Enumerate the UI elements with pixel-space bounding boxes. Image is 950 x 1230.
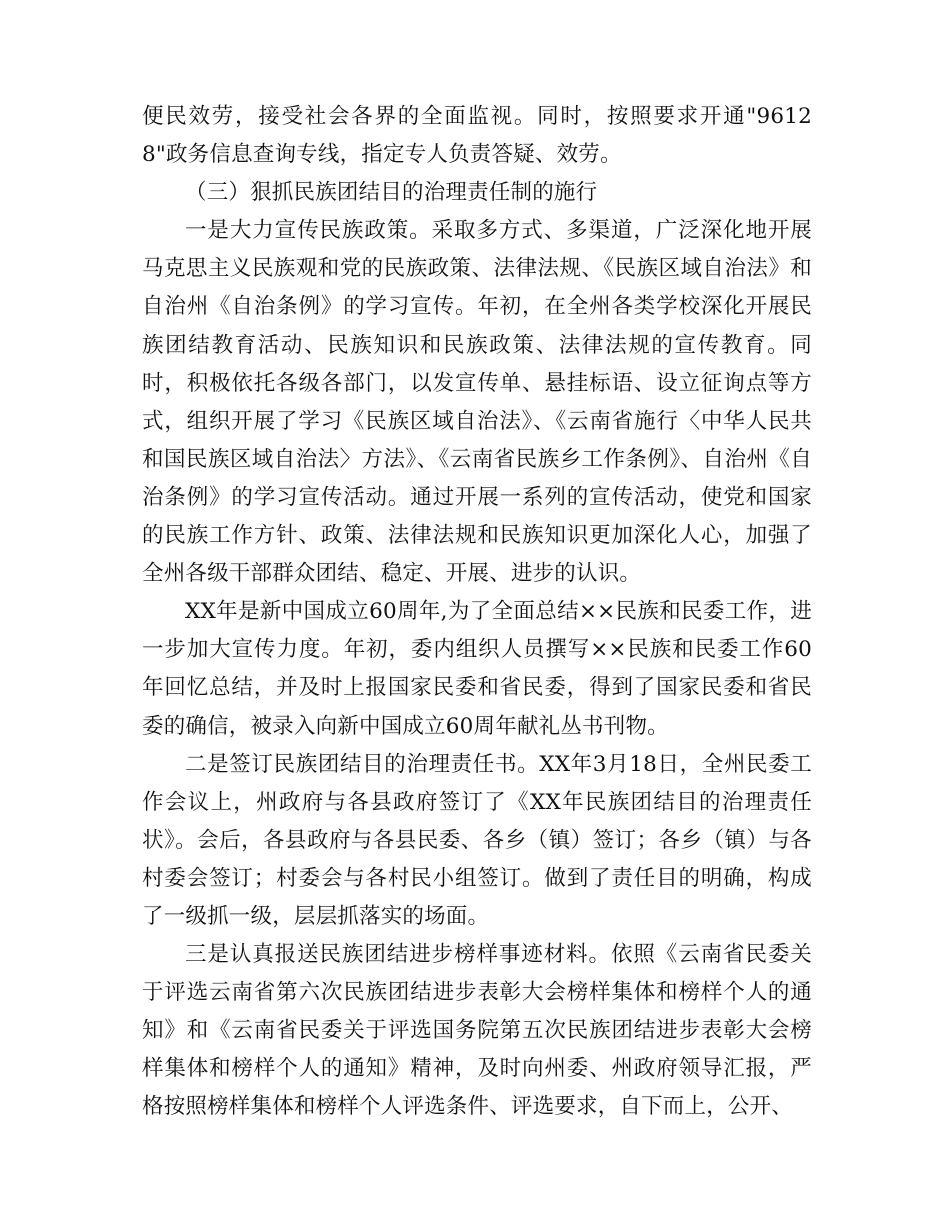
paragraph-responsibility: 二是签订民族团结目的治理责任书。XX年3月18日，全州民委工作会议上，州政府与各县政府签订了《XX年民族团结目的治理责任状》。会后，各县政府与各县民委、各乡（镇）签订；各乡（镇）与各村委会签订；村委会与各村民小组签订。做到了责任目的明确，构成了一级抓一级，层层抓落实的场面。: [142, 751, 812, 929]
paragraph-publicity: 一是大力宣传民族政策。采取多方式、多渠道，广泛深化地开展马克思主义民族观和党的民族政策、法律法规、《民族区域自治法》和自治州《自治条例》的学习宣传。年初，在全州各类学校深化开展民族团结教育活动、民族知识和民族政策、法律法规的宣传教育。同时，积极依托各级各部门，以发宣传单、悬挂标语、设立征询点等方式，组织开展了学习《民族区域自治法》、《云南省施行〈中华人民共和国民族区域自治法〉方法》、《云南省民族乡工作条例》、自治州《自治条例》的学习宣传活动。通过开展一系列的宣传活动，使党和国家的民族工作方针、政策、法律法规和民族知识更加深化人心，加强了全州各级干部群众团结、稳定、开展、进步的认识。: [142, 218, 812, 587]
section-heading: （三）狠抓民族团结目的治理责任制的施行: [185, 180, 598, 206]
paragraph-continued: 便民效劳，接受社会各界的全面监视。同时，按照要求开通"96128"政务信息查询专线，指定专人负责答疑、效劳。: [142, 104, 812, 168]
paragraph-models: 三是认真报送民族团结进步榜样事迹材料。依照《云南省民委关于评选云南省第六次民族团结进步表彰大会榜样集体和榜样个人的通知》和《云南省民委关于评选国务院第五次民族团结进步表彰大会榜样集体和榜样个人的通知》精神，及时向州委、州政府领导汇报，严格按照榜样集体和榜样个人评选条件、评选要求，自下而上，公开、: [142, 942, 812, 1120]
paragraph-anniversary: XX年是新中国成立60周年,为了全面总结××民族和民委工作，进一步加大宣传力度。年初，委内组织人员撰写××民族和民委工作60年回忆总结，并及时上报国家民委和省民委，得到了国家民委和省民委的确信，被录入向新中国成立60周年献礼丛书刊物。: [142, 599, 812, 739]
body-text: [142, 98, 812, 1127]
